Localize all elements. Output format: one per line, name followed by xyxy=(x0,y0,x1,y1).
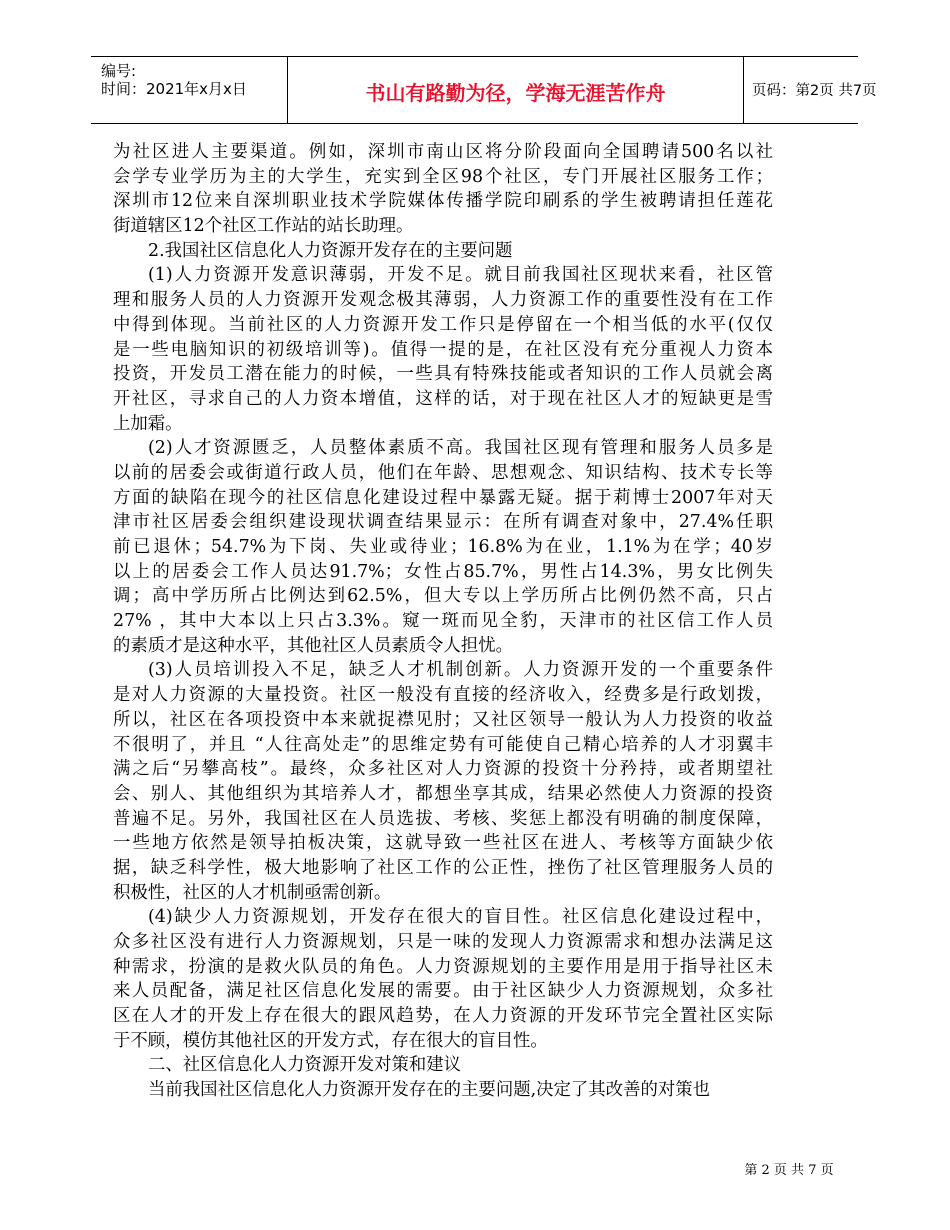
body-text-line: 深圳市12位来自深圳职业技术学院媒体传播学院印刷系的学生被聘请担任莲花 xyxy=(113,191,773,212)
body-text-line: (4)缺少人力资源规划，开发存在很大的盲目性。社区信息化建设过程中， xyxy=(148,907,773,928)
body-text-line: 以前的居委会或街道行政人员，他们在年龄、思想观念、知识结构、技术专长等 xyxy=(113,462,773,483)
body-text-line: 前已退休；54.7%为下岗、失业或待业；16.8%为在业，1.1%为在学；40岁 xyxy=(113,537,773,557)
body-text-line: 是对人力资源的大量投资。社区一般没有直接的经济收入，经费多是行政划拨， xyxy=(113,685,773,706)
document-body xyxy=(113,140,773,1103)
body-text-line: 据，缺乏科学性，极大地影响了社区工作的公正性，挫伤了社区管理服务人员的 xyxy=(113,857,773,878)
body-text-line: (2)人才资源匮乏，人员整体素质不高。我国社区现有管理和服务人员多是 xyxy=(148,438,773,459)
body-text-line: 不很明了，并且 “人往高处走”的思维定势有可能使自己精心培养的人才羽翼丰 xyxy=(113,734,773,755)
body-text-line: 当前我国社区信息化人力资源开发存在的主要问题,决定了其改善的对策也 xyxy=(148,1080,711,1101)
page-header xyxy=(91,56,877,124)
body-text-line: (1)人力资源开发意识薄弱，开发不足。就目前我国社区现状来看，社区管 xyxy=(148,265,773,286)
body-text-line: 积极性，社区的人才机制亟需创新。 xyxy=(113,882,392,903)
footer-page-number: 第 2 页 共 7 页 xyxy=(744,1163,834,1178)
body-text-line: 方面的缺陷在现今的社区信息化建设过程中暴露无疑。据于莉博士2007年对天 xyxy=(113,487,773,508)
header-left-cell xyxy=(91,57,287,123)
header-motto: 书山有路勤为径，学海无涯苦作舟 xyxy=(365,81,666,105)
body-text-line: (3)人员培训投入不足，缺乏人才机制创新。人力资源开发的一个重要条件 xyxy=(148,660,773,681)
body-text-line: 投资，开发员工潜在能力的时候，一些具有特殊技能或者知识的工作人员就会离 xyxy=(113,364,773,385)
header-right-cell xyxy=(742,57,877,123)
body-text-line: 调；高中学历所占比例达到62.5%，但大专以上学历所占比例仍然不高，只占 xyxy=(113,586,773,607)
body-text-line: 区在人才的开发上存在很大的跟风趋势，在人力资源的开发环节完全置社区实际 xyxy=(113,1006,773,1027)
body-text-line: 开社区，寻求自己的人力资本增值，这样的话，对于现在社区人才的短缺更是雪 xyxy=(113,388,773,409)
body-text-line: 的素质才是这种水平，其他社区人员素质令人担忧。 xyxy=(113,635,513,656)
header-motto-cell xyxy=(287,57,744,123)
body-text-line: 中得到体现。当前社区的人力资源开发工作只是停留在一个相当低的水平(仅仅 xyxy=(113,314,773,335)
body-text-line: 是一些电脑知识的初级培训等)。值得一提的是，在社区没有充分重视人力资本 xyxy=(113,339,773,360)
body-text-line: 二、社区信息化人力资源开发对策和建议 xyxy=(148,1055,462,1076)
body-text-line: 众多社区没有进行人力资源规划，只是一味的发现人力资源需求和想办法满足这 xyxy=(113,932,773,952)
document-number-label: 编号: xyxy=(101,62,137,80)
body-text-line: 于不顾，模仿其他社区的开发方式，存在很大的盲目性。 xyxy=(113,1030,548,1051)
body-text-line: 满之后“另攀高枝”。最终，众多社区对人力资源的投资十分矜持，或者期望社 xyxy=(113,759,773,780)
body-text-line: 会、别人、其他组织为其培养人才，都想坐享其成，结果必然使人力资源的投资 xyxy=(113,783,773,804)
body-text-line: 普遍不足。另外，我国社区在人员选拔、考核、奖惩上都没有明确的制度保障， xyxy=(113,808,773,829)
body-text-line: 街道辖区12个社区工作站的站长助理。 xyxy=(113,216,414,237)
body-text-line: 所以，社区在各项投资中本来就捉襟见肘；又社区领导一般认为人力投资的收益 xyxy=(113,709,773,730)
page-footer xyxy=(0,1159,950,1178)
body-text-line: 为社区进人主要渠道。例如，深圳市南山区将分阶段面向全国聘请500名以社 xyxy=(113,142,773,162)
body-text-line: 一些地方依然是领导拍板决策，这就导致一些社区在进人、考核等方面缺少依 xyxy=(113,833,773,854)
body-text-line: 来人员配备，满足社区信息化发展的需要。由于社区缺少人力资源规划，众多社 xyxy=(113,981,773,1002)
body-text-line: 会学专业学历为主的大学生，充实到全区98个社区，专门开展社区服务工作； xyxy=(113,166,773,187)
body-text-line: 理和服务人员的人力资源开发观念极其薄弱，人力资源工作的重要性没有在工作 xyxy=(113,290,773,311)
header-page-info: 页码：第2页 共7页 xyxy=(752,83,877,99)
body-text-line: 27% ，其中大本以上只占3.3%。窥一斑而见全豹，天津市的社区信工作人员 xyxy=(113,611,773,632)
body-text-line: 种需求，扮演的是救火队员的角色。人力资源规划的主要作用是用于指导社区未 xyxy=(113,956,773,977)
body-text-line: 津市社区居委会组织建设现状调查结果显示：在所有调查对象中，27.4%任职 xyxy=(113,512,773,533)
document-time-label: 时间：2021年x月x日 xyxy=(101,80,247,98)
body-text-line: 上加霜。 xyxy=(113,413,183,434)
body-text-line: 2.我国社区信息化人力资源开发存在的主要问题 xyxy=(148,240,513,261)
body-text-line: 以上的居委会工作人员达91.7%；女性占85.7%，男性占14.3%，男女比例失 xyxy=(113,561,773,582)
